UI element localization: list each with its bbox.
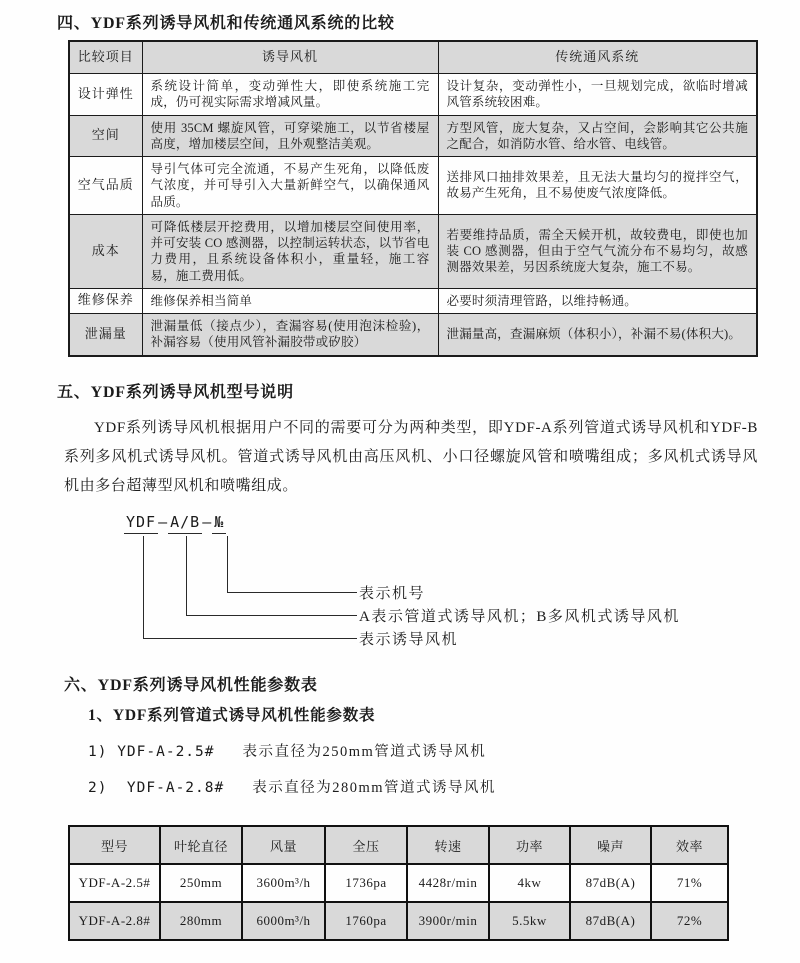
model-code-dash: —: [158, 513, 169, 532]
noise-cell: 87dB(A): [570, 864, 651, 902]
row-label: 泄漏量: [69, 314, 142, 356]
diagram-label-type: A表示管道式诱导风机；B多风机式诱导风机: [359, 609, 680, 626]
model-note-desc: 表示直径为280mm管道式诱导风机: [252, 780, 497, 797]
trad-cell: 设计复杂，变动弹性小，一旦规划完成，欲临时增减风管系统较困难。: [438, 74, 757, 116]
header-efficiency: 效率: [651, 826, 728, 864]
trad-cell: 若要维持品质，需全天候开机，故较费电，即使也加装 CO 感测器，但由于空气气流分布不易均匀，故感测器效果差，另因系统庞大复杂，施工不易。: [438, 214, 757, 288]
diameter-cell: 250mm: [160, 864, 242, 902]
header-induction-fan: 诱导风机: [142, 41, 438, 74]
model-code-type: A/B: [168, 513, 202, 534]
section4-title: 四、YDF系列诱导风机和传统通风系统的比较: [57, 15, 395, 32]
noise-cell: 87dB(A): [570, 902, 651, 940]
performance-header-row: [69, 826, 728, 864]
diagram-label-number: 表示机号: [359, 586, 426, 603]
section6-title: 六、YDF系列诱导风机性能参数表: [64, 677, 318, 695]
model-note-code: 2) YDF-A-2.8#: [88, 780, 225, 797]
header-compare-item: 比较项目: [69, 41, 142, 74]
efficiency-cell: 72%: [651, 902, 728, 940]
comparison-row-maintenance: [69, 288, 757, 313]
section5-title: 五、YDF系列诱导风机型号说明: [57, 383, 294, 401]
trad-cell: 必要时须清理管路，以维持畅通。: [438, 288, 757, 313]
ydf-cell: 维修保养相当简单: [142, 288, 438, 313]
efficiency-cell: 71%: [651, 864, 728, 902]
section5-paragraph: YDF系列诱导风机根据用户不同的需要可分为两种类型，即YDF-A系列管道式诱导风机和YDF-B系列多风机式诱导风机。管道式诱导风机由高压风机、小口径螺旋风管和喷嘴组成；多风机式诱导风机由多台超薄型风机和喷嘴组成。: [64, 419, 758, 494]
trad-cell: 送排风口抽排效果差，且无法大量均匀的搅拌空气，故易产生死角，且不易使废气浓度降低。: [438, 157, 757, 215]
row-label: 设计弹性: [69, 74, 142, 116]
trad-cell: 方型风管，庞大复杂，又占空间，会影响其它公共施之配合，如消防水管、给水管、电线管。: [438, 115, 757, 157]
header-impeller-diameter: 叶轮直径: [160, 826, 242, 864]
model-note-2: [88, 776, 800, 797]
pressure-cell: 1760pa: [325, 902, 407, 940]
power-cell: 4kw: [489, 864, 570, 902]
section6-subtitle: 1、YDF系列管道式诱导风机性能参数表: [88, 707, 376, 725]
row-label: 成本: [69, 214, 142, 288]
speed-cell: 4428r/min: [407, 864, 489, 902]
comparison-header-row: [69, 41, 757, 74]
row-label: 空间: [69, 115, 142, 157]
comparison-row-leakage: [69, 314, 757, 356]
comparison-row-cost: [69, 214, 757, 288]
model-code-number: №: [212, 513, 226, 534]
model-code-dash: —: [202, 513, 213, 532]
power-cell: 5.5kw: [489, 902, 570, 940]
model-code: [124, 513, 226, 531]
diameter-cell: 280mm: [160, 902, 242, 940]
diagram-label-prefix: 表示诱导风机: [359, 632, 459, 649]
model-note-code: 1) YDF-A-2.5#: [88, 744, 215, 761]
model-code-prefix: YDF: [124, 513, 158, 534]
header-noise: 噪声: [570, 826, 651, 864]
speed-cell: 3900r/min: [407, 902, 489, 940]
row-label: 空气品质: [69, 157, 142, 215]
header-speed: 转速: [407, 826, 489, 864]
volume-cell: 3600m³/h: [242, 864, 325, 902]
model-cell: YDF-A-2.5#: [69, 864, 160, 902]
performance-row-28: [69, 902, 728, 940]
performance-table: [68, 825, 729, 941]
connector-line-number: [227, 536, 357, 593]
header-power: 功率: [489, 826, 570, 864]
comparison-row-design: [69, 74, 757, 116]
row-label: 维修保养: [69, 288, 142, 313]
trad-cell: 泄漏量高，查漏麻烦（体积小），补漏不易(体积大)。: [438, 314, 757, 356]
ydf-cell: 泄漏量低（接点少），查漏容易(使用泡沫检验)，补漏容易（使用风管补漏胶带或矽胶）: [142, 314, 438, 356]
comparison-table: [68, 40, 758, 357]
model-code-diagram: [0, 513, 800, 658]
pressure-cell: 1736pa: [325, 864, 407, 902]
model-note-desc: 表示直径为250mm管道式诱导风机: [242, 744, 487, 761]
volume-cell: 6000m³/h: [242, 902, 325, 940]
ydf-cell: 导引气体可完全流通，不易产生死角，以降低废气浓度，并可导引入大量新鲜空气，以确保通风品质。: [142, 157, 438, 215]
header-total-pressure: 全压: [325, 826, 407, 864]
comparison-row-air-quality: [69, 157, 757, 215]
performance-row-25: [69, 864, 728, 902]
ydf-cell: 可降低楼层开挖费用，以增加楼层空间使用率，并可安装 CO 感测器，以控制运转状态，以节省电力费用，且系统设备体积小，重量轻，施工容易，施工费用低。: [142, 214, 438, 288]
header-air-volume: 风量: [242, 826, 325, 864]
ydf-cell: 系统设计简单，变动弹性大，即使系统施工完成，仍可视实际需求增减风量。: [142, 74, 438, 116]
header-model: 型号: [69, 826, 160, 864]
comparison-row-space: [69, 115, 757, 157]
ydf-cell: 使用 35CM 螺旋风管，可穿梁施工，以节省楼屋高度，增加楼层空间，且外观整洁美观。: [142, 115, 438, 157]
model-note-1: [88, 740, 800, 761]
model-cell: YDF-A-2.8#: [69, 902, 160, 940]
header-traditional-system: 传统通风系统: [438, 41, 757, 74]
